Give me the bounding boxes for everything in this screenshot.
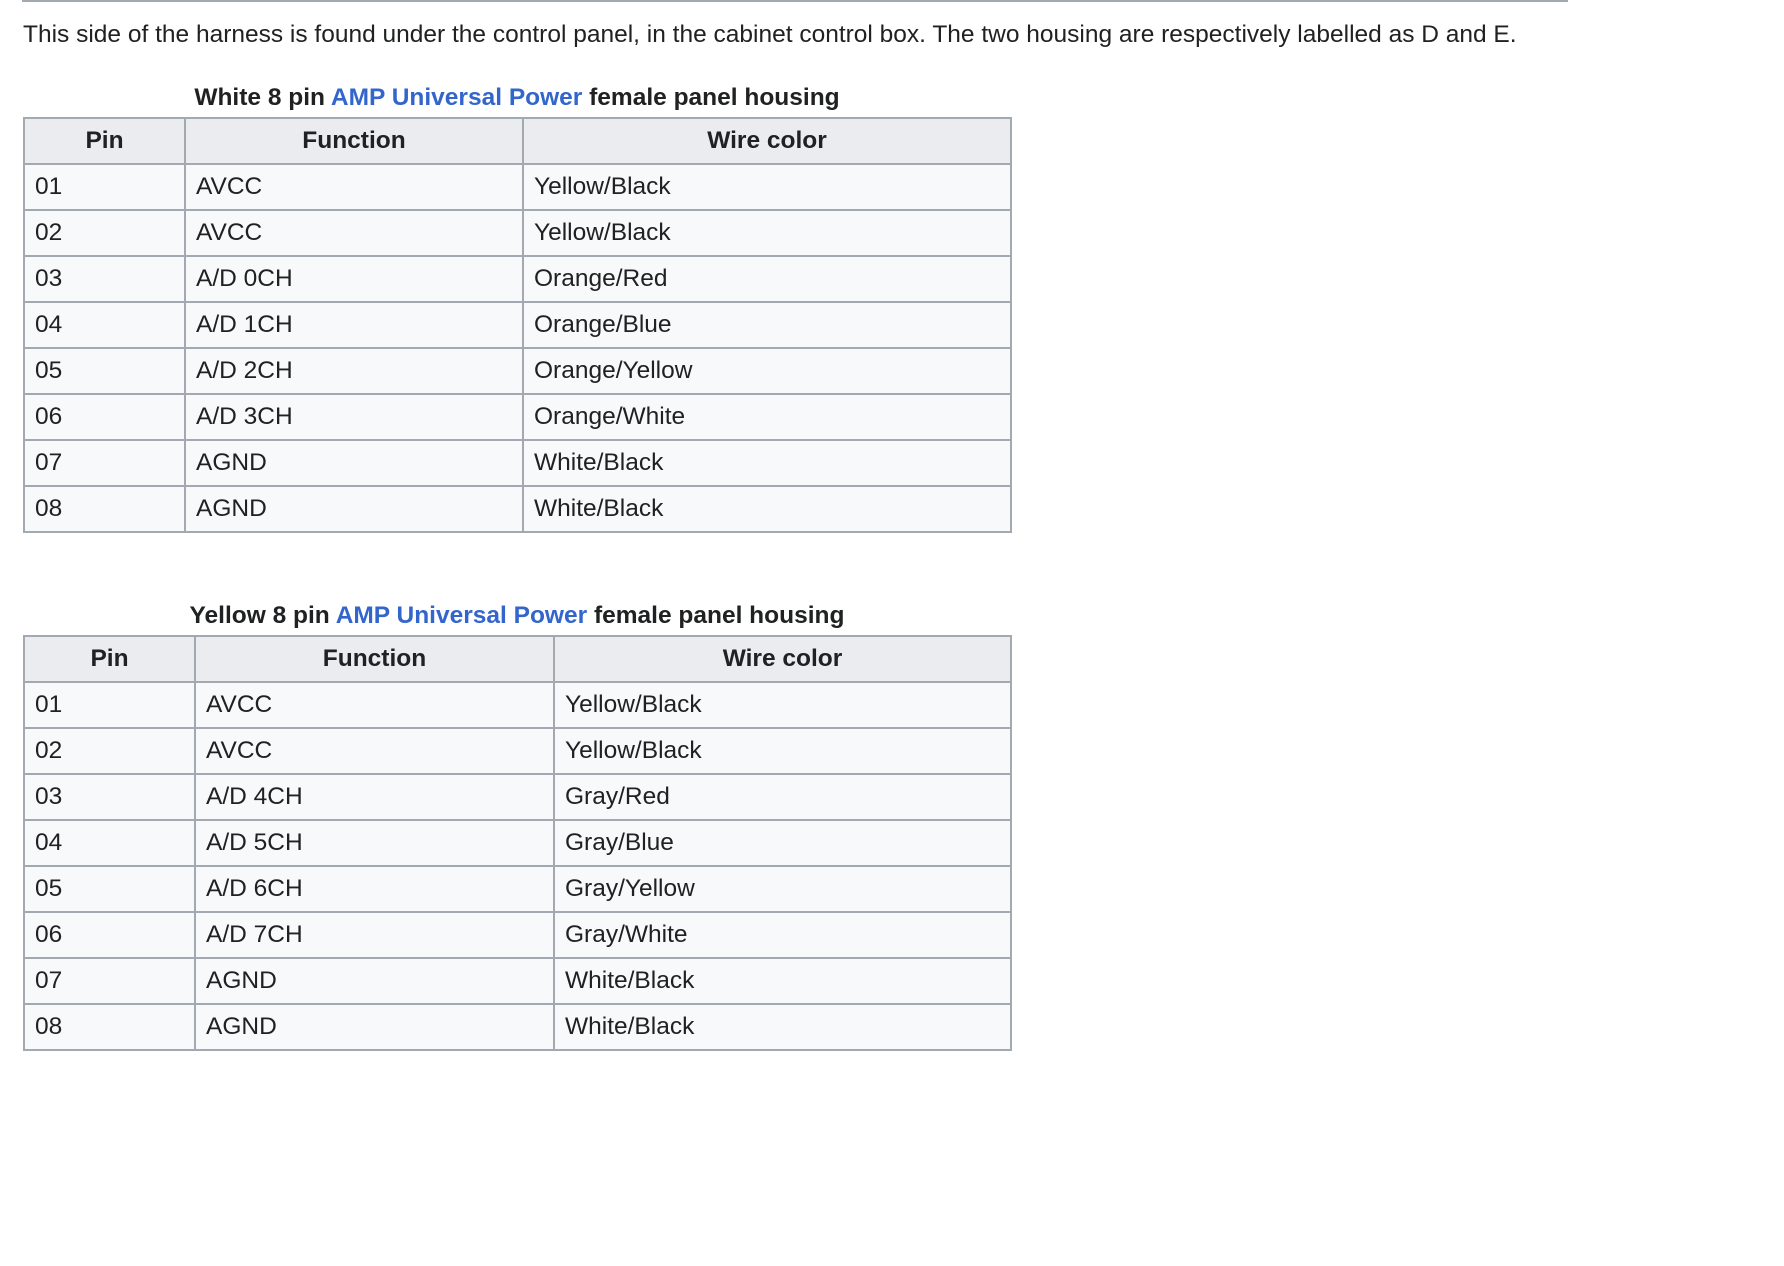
wire-color-cell: Orange/White [523, 394, 1011, 440]
caption-text-post: female panel housing [582, 84, 840, 111]
table-row [24, 164, 1011, 210]
pin-cell: 01 [24, 164, 185, 210]
function-cell: A/D 1CH [185, 302, 523, 348]
function-cell: AGND [185, 440, 523, 486]
function-cell: A/D 5CH [195, 820, 554, 866]
wire-color-cell: Gray/Yellow [554, 866, 1011, 912]
function-cell: A/D 7CH [195, 912, 554, 958]
caption-text-pre: White 8 pin [194, 84, 331, 111]
function-cell: A/D 0CH [185, 256, 523, 302]
wire-color-cell: White/Black [523, 486, 1011, 532]
wire-color-cell: White/Black [554, 958, 1011, 1004]
wire-color-cell: Yellow/Black [523, 164, 1011, 210]
function-column-header: Function [185, 118, 523, 164]
function-cell: A/D 2CH [185, 348, 523, 394]
wire-color-cell: Gray/Blue [554, 820, 1011, 866]
pin-cell: 01 [24, 682, 195, 728]
pin-cell: 08 [24, 486, 185, 532]
section-divider [22, 0, 1568, 2]
amp-universal-power-link[interactable]: AMP Universal Power [330, 84, 583, 111]
table-row [24, 394, 1011, 440]
function-cell: AVCC [195, 682, 554, 728]
pin-cell: 05 [24, 348, 185, 394]
wire-color-cell: Orange/Blue [523, 302, 1011, 348]
wire-color-cell: Yellow/Black [523, 210, 1011, 256]
wire-color-cell: White/Black [523, 440, 1011, 486]
function-cell: AVCC [185, 210, 523, 256]
wire-color-column-header: Wire color [523, 118, 1011, 164]
pin-cell: 07 [24, 958, 195, 1004]
wire-color-column-header: Wire color [554, 636, 1011, 682]
wire-color-cell: Orange/Yellow [523, 348, 1011, 394]
function-cell: A/D 3CH [185, 394, 523, 440]
white-housing-caption [24, 83, 1010, 113]
function-column-header: Function [195, 636, 554, 682]
table-row [24, 486, 1011, 532]
table-row [24, 912, 1011, 958]
pin-cell: 02 [24, 210, 185, 256]
table-header-row [24, 118, 1011, 164]
table-row [24, 440, 1011, 486]
table-row [24, 866, 1011, 912]
table-header-row [24, 636, 1011, 682]
table-row [24, 774, 1011, 820]
function-cell: AVCC [195, 728, 554, 774]
pin-cell: 06 [24, 912, 195, 958]
table-row [24, 302, 1011, 348]
function-cell: AGND [195, 958, 554, 1004]
function-cell: A/D 6CH [195, 866, 554, 912]
function-cell: A/D 4CH [195, 774, 554, 820]
table-row [24, 210, 1011, 256]
wire-color-cell: Gray/White [554, 912, 1011, 958]
pin-column-header: Pin [24, 636, 195, 682]
amp-universal-power-link[interactable]: AMP Universal Power [335, 602, 588, 629]
pin-cell: 08 [24, 1004, 195, 1050]
caption-text-pre: Yellow 8 pin [189, 602, 336, 629]
pin-cell: 04 [24, 302, 185, 348]
wire-color-cell: Yellow/Black [554, 728, 1011, 774]
pin-column-header: Pin [24, 118, 185, 164]
pin-cell: 02 [24, 728, 195, 774]
table-row [24, 348, 1011, 394]
table-row [24, 682, 1011, 728]
pin-cell: 03 [24, 774, 195, 820]
pin-cell: 06 [24, 394, 185, 440]
wire-color-cell: Yellow/Black [554, 682, 1011, 728]
pin-cell: 03 [24, 256, 185, 302]
yellow-housing-table [23, 635, 1012, 1051]
table-row [24, 728, 1011, 774]
caption-text-post: female panel housing [587, 602, 845, 629]
table-row [24, 958, 1011, 1004]
table-row [24, 820, 1011, 866]
table-row [24, 256, 1011, 302]
wire-color-cell: Orange/Red [523, 256, 1011, 302]
pin-cell: 05 [24, 866, 195, 912]
function-cell: AVCC [185, 164, 523, 210]
function-cell: AGND [195, 1004, 554, 1050]
pin-cell: 04 [24, 820, 195, 866]
yellow-housing-caption [24, 601, 1010, 631]
intro-paragraph: This side of the harness is found under the control panel, in the cabinet control box. The two housing are respectively labelled as D and E. [23, 21, 1517, 48]
white-housing-table [23, 117, 1012, 533]
wire-color-cell: Gray/Red [554, 774, 1011, 820]
function-cell: AGND [185, 486, 523, 532]
table-row [24, 1004, 1011, 1050]
wire-color-cell: White/Black [554, 1004, 1011, 1050]
pin-cell: 07 [24, 440, 185, 486]
